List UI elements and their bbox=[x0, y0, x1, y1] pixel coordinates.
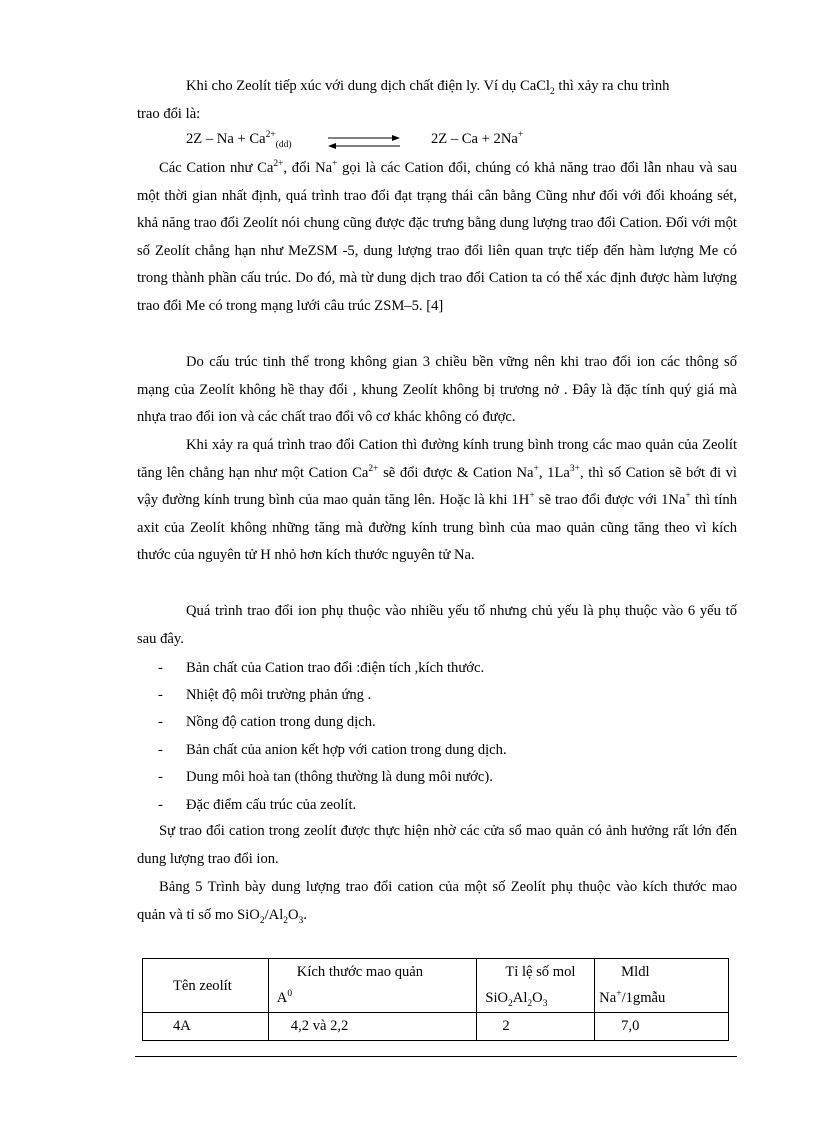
superscript: + bbox=[517, 130, 524, 141]
subscript: (dd) bbox=[275, 139, 292, 150]
header-text bbox=[277, 985, 477, 1011]
text: sẽ trao đổi được với 1Na bbox=[534, 492, 686, 509]
list-item bbox=[158, 712, 376, 732]
superscript: 2+ bbox=[368, 463, 379, 474]
text: . bbox=[303, 906, 307, 923]
table-row bbox=[143, 1013, 729, 1041]
header-text: Tỉ lệ số mol bbox=[505, 964, 576, 980]
equilibrium-arrows-icon bbox=[326, 132, 402, 152]
list-item bbox=[158, 685, 371, 705]
paragraph-5: Quá trình trao đổi ion phụ thuộc vào nhiều yếu tố nhưng chủ yếu là phụ thuộc vào 6 yếu tố sau đây. bbox=[137, 603, 737, 647]
superscript: + bbox=[332, 159, 338, 170]
list-item-text: Nồng độ cation trong dung dịch. bbox=[186, 714, 376, 730]
list-item bbox=[158, 767, 493, 787]
footer-divider bbox=[135, 1056, 737, 1057]
text: Al bbox=[512, 990, 528, 1006]
bullet-dash: - bbox=[158, 797, 163, 813]
subscript: 2 bbox=[283, 915, 288, 926]
text: /1gmẫu bbox=[621, 990, 666, 1006]
text: gọi là các Cation đổi, chúng có khả năng trao đổi lẫn nhau và sau một thời gian nhất định, quá trình trao đổi đạt trạng thái cân bằng Cũng như đối với đối khoáng sét, khả năng trao đổi Zeolít nói chung cũng được đặc trưng bằng dung lượng trao đổi Cation. Đối với một số Zeolít chẳng hạn như MeZSM -5, dung lượng trao đổi liên quan trực tiếp đến hàm lượng Me có trong thành phần cấu trúc. Do đó, mà từ dung dịch trao đổi Cation ta có thể xác định được hàm lượng trao đổi Me có trong mạng lưới câu trúc ZSM–5. [4] bbox=[137, 160, 737, 314]
list-item-text: Đặc điểm cấu trúc của zeolít. bbox=[186, 797, 357, 813]
equation-right bbox=[431, 131, 523, 148]
subscript: 3 bbox=[542, 998, 548, 1009]
text: , đổi Na bbox=[283, 160, 333, 176]
header-cell-capacity bbox=[595, 959, 729, 1013]
subscript: 2 bbox=[508, 998, 513, 1009]
text: Khi xảy ra quá trình trao đổi Cation thì đường kính trung bình trong các mao quản của Zeolít tăng lên chẳng hạn như một Cation Ca bbox=[137, 437, 737, 481]
list-item-text: Bản chất của Cation trao đổi :điện tích ,kích thước. bbox=[186, 660, 485, 676]
paragraph-3: Do cấu trúc tinh thể trong không gian 3 chiều bền vững nên khi trao đổi ion các thông số mạng của Zeolít không hề thay đổi , khung Zeolít không bị trương nở . Đây là đặc tính quý giá mà nhựa trao đổi ion và các chất trao đổi vô cơ khác không có được. bbox=[137, 354, 737, 426]
paragraph-7 bbox=[137, 874, 737, 929]
header-text: Tên zeolít bbox=[173, 977, 232, 994]
paragraph-2 bbox=[137, 155, 737, 321]
paragraph-6: Sự trao đổi cation trong zeolít được thực hiện nhờ các cửa sổ mao quản có ảnh hưởng rất lớn đến dung lượng trao đổi ion. bbox=[137, 823, 737, 867]
text: thì xảy ra chu trình bbox=[554, 78, 670, 94]
text: , thì số Cation sẽ bớt đi vì vậy đường kính trung bình của mao quản tăng lên. Hoặc là khi 1H bbox=[137, 464, 737, 509]
table-cell: 2 bbox=[477, 1013, 595, 1041]
table-header-row bbox=[143, 959, 729, 1013]
superscript: 3+ bbox=[569, 463, 580, 474]
bullet-dash: - bbox=[158, 742, 163, 758]
zeolite-table bbox=[142, 958, 729, 1041]
table-cell: 7,0 bbox=[595, 1013, 729, 1041]
list-item bbox=[158, 740, 507, 760]
superscript: 2+ bbox=[273, 159, 284, 170]
header-text: Mldl bbox=[621, 964, 650, 980]
list-item bbox=[158, 795, 356, 815]
header-text: Kích thước mao quản bbox=[296, 964, 424, 980]
text: Bảng 5 Trình bày dung lượng trao đổi cation của một số Zeolít phụ thuộc vào kích thước mao quản và tỉ số mo SiO bbox=[137, 879, 737, 923]
superscript: 0 bbox=[287, 989, 293, 1000]
text: O bbox=[532, 990, 543, 1006]
superscript: + bbox=[685, 491, 691, 502]
text: Các Cation như Ca bbox=[159, 160, 274, 176]
text: thì tính axit của Zeolít không những tăng mà đường kính trung bình của mao quản cũng tăng theo vì kích thước của nguyên tử H nhỏ hơn kích thước nguyên tử Na. bbox=[137, 492, 738, 564]
subscript: 2 bbox=[259, 915, 265, 926]
header-cell-name bbox=[143, 959, 269, 1013]
subscript: 2 bbox=[550, 86, 555, 97]
bullet-dash: - bbox=[158, 660, 163, 676]
superscript: + bbox=[616, 989, 622, 1000]
equation-left bbox=[186, 131, 292, 148]
table-cell: 4A bbox=[143, 1013, 269, 1041]
subscript: 3 bbox=[298, 915, 304, 926]
text: /Al bbox=[264, 906, 284, 923]
text: O bbox=[288, 906, 299, 923]
bullet-dash: - bbox=[158, 714, 163, 730]
header-text bbox=[599, 985, 728, 1011]
text: sẽ đổi được & Cation Na bbox=[378, 464, 534, 481]
bullet-dash: - bbox=[158, 769, 163, 785]
list-item-text: Nhiệt độ môi trường phản ứng . bbox=[186, 687, 372, 703]
text: 2Z – Ca + 2Na bbox=[431, 131, 518, 147]
text: SiO bbox=[485, 990, 509, 1006]
text: Khi cho Zeolít tiếp xúc với dung dịch chất điện ly. Ví dụ CaCl bbox=[186, 78, 550, 94]
bullet-dash: - bbox=[158, 687, 163, 703]
paragraph-4 bbox=[137, 432, 737, 570]
text: Na bbox=[599, 990, 617, 1006]
header-text bbox=[485, 985, 594, 1011]
subscript: 2 bbox=[527, 998, 533, 1009]
header-cell-pore-size bbox=[268, 959, 477, 1013]
list-item-text: Bản chất của anion kết hợp với cation trong dung dịch. bbox=[186, 742, 507, 758]
list-item-text: Dung môi hoà tan (thông thường là dung môi nước). bbox=[186, 769, 493, 785]
superscript: + bbox=[533, 463, 539, 474]
table-cell: 4,2 và 2,2 bbox=[268, 1013, 477, 1041]
list-item bbox=[158, 658, 484, 678]
superscript: + bbox=[529, 491, 535, 502]
text: 2Z – Na + Ca bbox=[186, 131, 266, 147]
paragraph-1-line-2: trao đổi là: bbox=[137, 106, 201, 122]
header-cell-mol-ratio bbox=[477, 959, 595, 1013]
text: , 1La bbox=[538, 464, 570, 481]
superscript: 2+ bbox=[265, 130, 276, 141]
text: A bbox=[276, 990, 288, 1006]
paragraph-1-line-1 bbox=[186, 76, 669, 96]
